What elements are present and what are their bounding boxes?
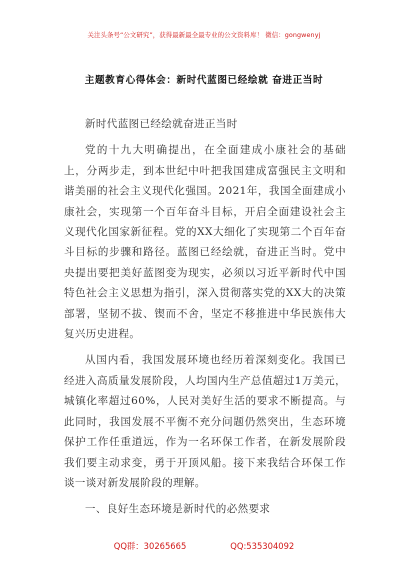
body-paragraph: 从国内看，我国发展环境也经历着深刻变化。我国已经进入高质量发展阶段，人均国内生产总值超过1万美元，城镇化率超过60%，人民对美好生活的要求不断提高。与此同时，我国发展不平衡不充分问题仍然突出，生态环境保护工作任重道远，作为一名环保工作者，在新发展阶段我们要主动求变，勇于开顶风船。接下来我结合环保工作谈一谈对新发展阶段的理解。	[64, 354, 346, 489]
contact-footer	[0, 540, 408, 552]
section-heading: 新时代蓝图已经绘就奋进正当时	[85, 118, 238, 130]
document-title: 主题教育心得体会：新时代蓝图已经绘就 奋进正当时	[84, 75, 324, 86]
section-heading: 一、良好生态环境是新时代的必然要求	[85, 503, 271, 516]
promo-banner: 关注头条号“公文研究”，获得最新最全最专业的公文资料库！ 微信：gongwenyj	[87, 31, 321, 39]
qq-group-text: QQ群：30265665	[113, 541, 187, 551]
qq-text: QQ:535304092	[230, 541, 295, 551]
document-body	[64, 114, 346, 520]
body-paragraph: 党的十九大明确提出，在全面建成小康社会的基础上，分两步走，到本世纪中叶把我国建成富强民主文明和谐美丽的社会主义现代化强国。2021年，我国全面建成小康社会，实现第一个百年奋斗目标，开启全面建设社会主义现代化国家新征程。党的XX大细化了实现第二个百年奋斗目标的步骤和路径。蓝图已经绘就，奋进正当时。党中央提出要把美好蓝图变为现实，必须以习近平新时代中国特色社会主义思想为指引，深入贯彻落实党的XX大的决策部署，坚韧不拔、锲而不舍，坚定不移推进中华民族伟大复兴历史进程。	[64, 144, 346, 341]
